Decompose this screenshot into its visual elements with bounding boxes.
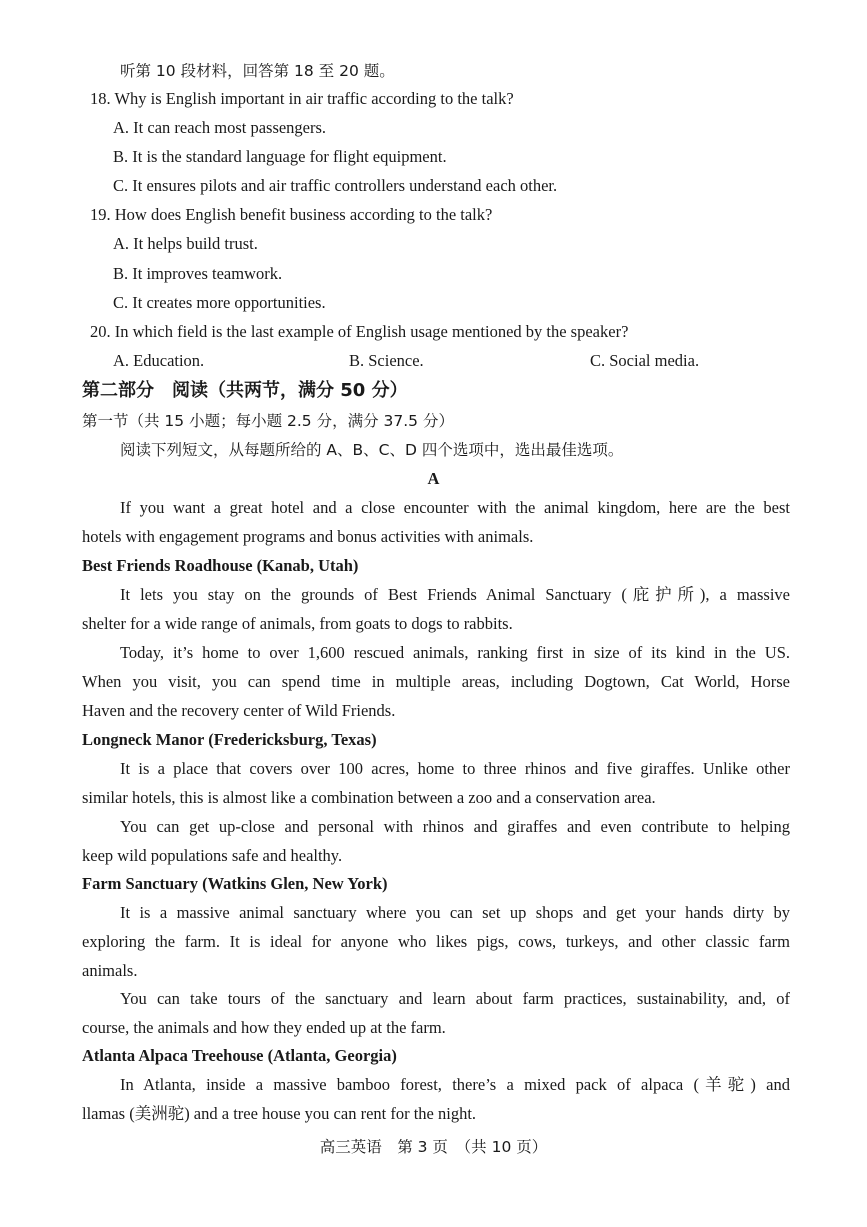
- reading-instruction: 阅读下列短文，从每题所给的 A、B、C、D 四个选项中，选出最佳选项。: [120, 441, 624, 459]
- hotel-heading-best-friends: Best Friends Roadhouse (Kanab, Utah): [82, 556, 359, 575]
- paragraph-line: When you visit, you can spend time in multiple areas, including Dogtown, Cat World, Horse: [82, 672, 790, 691]
- paragraph-line: It lets you stay on the grounds of Best Friends Animal Sanctuary (庇护所), a massive: [120, 585, 790, 604]
- hotel-heading-atlanta-alpaca: Atlanta Alpaca Treehouse (Atlanta, Georgia): [82, 1046, 397, 1065]
- part-two-title: 第二部分 阅读（共两节，满分 50 分）: [82, 380, 408, 401]
- question-18-option-b: B. It is the standard language for flight equipment.: [113, 147, 447, 166]
- paragraph-line: exploring the farm. It is ideal for anyone who likes pigs, cows, turkeys, and other classic farm: [82, 932, 790, 951]
- section-one-title: 第一节（共 15 小题；每小题 2.5 分，满分 37.5 分）: [82, 412, 454, 430]
- passage-label: A: [427, 469, 440, 488]
- paragraph-line: keep wild populations safe and healthy.: [82, 846, 343, 865]
- question-20-stem: 20. In which field is the last example of English usage mentioned by the speaker?: [90, 322, 629, 341]
- intro-line-1: If you want a great hotel and a close encounter with the animal kingdom, here are the best: [120, 498, 790, 517]
- question-19-option-b: B. It improves teamwork.: [113, 264, 283, 283]
- paragraph-line: animals.: [82, 961, 138, 980]
- question-18-option-c: C. It ensures pilots and air traffic controllers understand each other.: [113, 176, 558, 195]
- paragraph-line: llamas (美洲驼) and a tree house you can rent for the night.: [82, 1104, 477, 1123]
- question-18-option-a: A. It can reach most passengers.: [113, 118, 327, 137]
- listening-instruction: 听第 10 段材料，回答第 18 至 20 题。: [120, 62, 395, 80]
- paragraph-line: similar hotels, this is almost like a combination between a zoo and a conservation area.: [82, 788, 656, 807]
- paragraph-line: You can take tours of the sanctuary and learn about farm practices, sustainability, and, of: [120, 989, 790, 1008]
- paragraph-line: It is a massive animal sanctuary where you can set up shops and get your hands dirty by: [120, 903, 790, 922]
- intro-line-2: hotels with engagement programs and bonus activities with animals.: [82, 527, 534, 546]
- page-footer: 高三英语 第 3 页 （共 10 页）: [319, 1138, 548, 1156]
- question-20-option-b: B. Science.: [349, 351, 424, 370]
- paragraph-line: In Atlanta, inside a massive bamboo forest, there’s a mixed pack of alpaca (羊驼) and: [120, 1075, 790, 1094]
- paragraph-line: Haven and the recovery center of Wild Friends.: [82, 701, 396, 720]
- paragraph-line: course, the animals and how they ended up at the farm.: [82, 1018, 446, 1037]
- question-20-option-a: A. Education.: [113, 351, 205, 370]
- paragraph-line: You can get up-close and personal with rhinos and giraffes and even contribute to helping: [120, 817, 790, 836]
- hotel-heading-longneck-manor: Longneck Manor (Fredericksburg, Texas): [82, 730, 377, 749]
- question-19-option-a: A. It helps build trust.: [113, 234, 258, 253]
- question-18-stem: 18. Why is English important in air traffic according to the talk?: [90, 89, 514, 108]
- question-19-stem: 19. How does English benefit business according to the talk?: [90, 205, 493, 224]
- paragraph-line: Today, it’s home to over 1,600 rescued animals, ranking first in size of its kind in the US.: [120, 643, 790, 662]
- paragraph-line: It is a place that covers over 100 acres, home to three rhinos and five giraffes. Unlike other: [120, 759, 790, 778]
- question-19-option-c: C. It creates more opportunities.: [113, 293, 326, 312]
- paragraph-line: shelter for a wide range of animals, from goats to dogs to rabbits.: [82, 614, 513, 633]
- question-20-option-c: C. Social media.: [590, 351, 700, 370]
- hotel-heading-farm-sanctuary: Farm Sanctuary (Watkins Glen, New York): [82, 874, 388, 893]
